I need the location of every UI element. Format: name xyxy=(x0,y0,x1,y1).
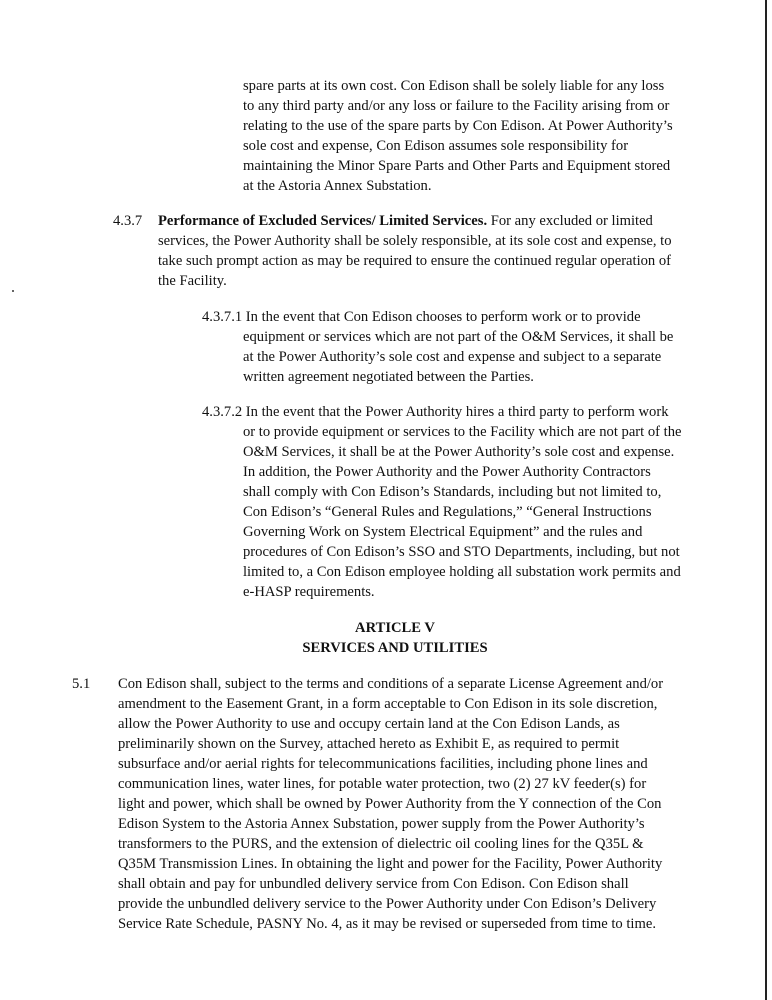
paragraph-line: Con Edison shall, subject to the terms and conditions of a separate License Agreement and/or xyxy=(118,676,664,692)
paragraph-line: Edison System to the Astoria Annex Substation, power supply from the Power Authority’s xyxy=(118,816,645,832)
section-4-3-7-1-paragraph xyxy=(202,307,673,387)
paragraph-line: written agreement negotiated between the Parties. xyxy=(243,369,534,385)
article-title: ARTICLE V xyxy=(355,620,435,636)
section-number-4-3-7-2: 4.3.7.2 xyxy=(202,404,243,420)
paragraph-line: O&M Services, it shall be at the Power Authority’s sole cost and expense. xyxy=(243,444,675,460)
section-number-4-3-7: 4.3.7 xyxy=(113,213,143,229)
paragraph-line: amendment to the Easement Grant, in a form acceptable to Con Edison in its sole discretion, xyxy=(118,696,658,712)
paragraph-line: procedures of Con Edison’s SSO and STO Departments, including, but not xyxy=(243,544,680,560)
stray-mark xyxy=(12,290,14,292)
paragraph-line: equipment or services which are not part of the O&M Services, it shall be xyxy=(243,329,674,345)
paragraph-line: allow the Power Authority to use and occupy certain land at the Con Edison Lands, as xyxy=(118,716,620,732)
paragraph-line: at the Astoria Annex Substation. xyxy=(243,178,432,194)
spare-parts-paragraph xyxy=(243,76,673,196)
paragraph-line: maintaining the Minor Spare Parts and Other Parts and Equipment stored xyxy=(243,158,671,174)
paragraph-line: or to provide equipment or services to the Facility which are not part of the xyxy=(243,424,682,440)
section-4-3-7-paragraph xyxy=(158,211,672,291)
paragraph-line: spare parts at its own cost. Con Edison shall be solely liable for any loss xyxy=(243,78,665,94)
section-4-3-7-2-paragraph xyxy=(202,402,682,602)
paragraph-line: Service Rate Schedule, PASNY No. 4, as it may be revised or superseded from time to time. xyxy=(118,916,656,932)
paragraph-line: to any third party and/or any loss or failure to the Facility arising from or xyxy=(243,98,670,114)
paragraph-line: limited to, a Con Edison employee holding all substation work permits and xyxy=(243,564,681,580)
paragraph-line: Q35M Transmission Lines. In obtaining the light and power for the Facility, Power Authority xyxy=(118,856,663,872)
paragraph-line: at the Power Authority’s sole cost and expense and subject to a separate xyxy=(243,349,662,365)
section-first-line-text: In the event that the Power Authority hires a third party to perform work xyxy=(245,404,669,420)
paragraph-line: light and power, which shall be owned by Power Authority from the Y connection of the Con xyxy=(118,796,662,812)
section-first-line-text: In the event that Con Edison chooses to perform work or to provide xyxy=(245,309,641,325)
paragraph-line: sole cost and expense, Con Edison assumes sole responsibility for xyxy=(243,138,629,154)
paragraph-line: preliminarily shown on the Survey, attached hereto as Exhibit E, as required to permit xyxy=(118,736,620,752)
section-first-line xyxy=(158,211,672,231)
paragraph-line: shall comply with Con Edison’s Standards, including but not limited to, xyxy=(243,484,662,500)
page-edge-line xyxy=(765,0,767,1000)
article-heading xyxy=(250,618,540,658)
section-heading: Performance of Excluded Services/ Limited Services. xyxy=(158,213,488,229)
paragraph-line: Con Edison’s “General Rules and Regulations,” “General Instructions xyxy=(243,504,652,520)
section-number-5-1: 5.1 xyxy=(72,676,91,692)
paragraph-line: e-HASP requirements. xyxy=(243,584,375,600)
section-first-line xyxy=(202,402,682,422)
paragraph-line: relating to the use of the spare parts by Con Edison. At Power Authority’s xyxy=(243,118,673,134)
section-5-1-paragraph xyxy=(118,674,663,934)
paragraph-line: the Facility. xyxy=(158,273,227,289)
paragraph-line: transformers to the PURS, and the extension of dielectric oil cooling lines for the Q35L & xyxy=(118,836,644,852)
section-number-4-3-7-1: 4.3.7.1 xyxy=(202,309,243,325)
article-subtitle: SERVICES AND UTILITIES xyxy=(302,640,488,656)
paragraph-line: provide the unbundled delivery service to the Power Authority under Con Edison’s Delivery xyxy=(118,896,657,912)
paragraph-line: subsurface and/or aerial rights for telecommunications facilities, including phone lines and xyxy=(118,756,648,772)
paragraph-line: Governing Work on System Electrical Equipment” and the rules and xyxy=(243,524,643,540)
paragraph-line: services, the Power Authority shall be solely responsible, at its sole cost and expense, to xyxy=(158,233,672,249)
section-first-line xyxy=(202,307,673,327)
paragraph-line: shall obtain and pay for unbundled delivery service from Con Edison. Con Edison shall xyxy=(118,876,629,892)
section-first-line-text: For any excluded or limited xyxy=(487,213,653,229)
paragraph-line: In addition, the Power Authority and the Power Authority Contractors xyxy=(243,464,651,480)
paragraph-line: communication lines, water lines, for potable water protection, two (2) 27 kV feeder(s) for xyxy=(118,776,647,792)
paragraph-line: take such prompt action as may be required to ensure the continued regular operation of xyxy=(158,253,672,269)
